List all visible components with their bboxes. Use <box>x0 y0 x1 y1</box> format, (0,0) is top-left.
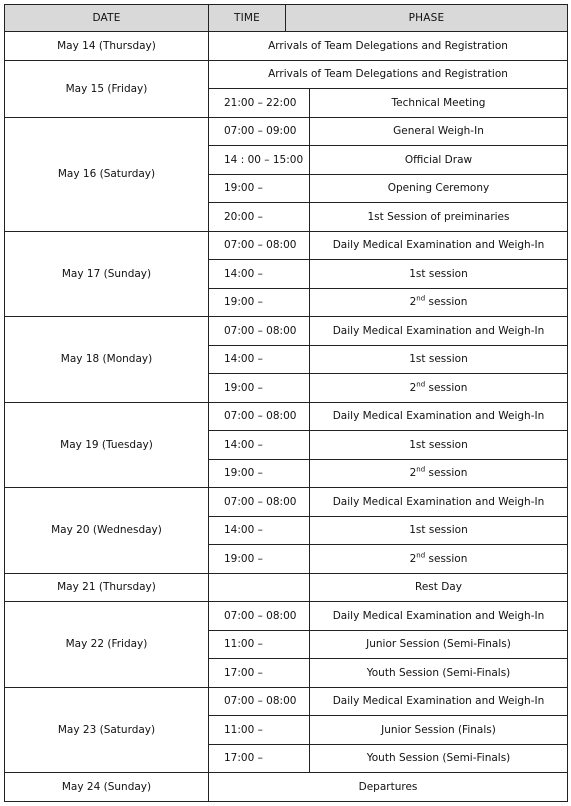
note-cell: Arrivals of Team Delegations and Registration <box>209 60 568 89</box>
table-row <box>5 317 568 346</box>
time-cell: 07:00 – 08:00 <box>209 402 310 431</box>
phase-cell: 1st session <box>310 260 568 289</box>
phase-ordinal: nd <box>416 380 426 389</box>
phase-cell: Official Draw <box>310 146 568 175</box>
header-date: DATE <box>5 5 209 32</box>
phase-cell: Daily Medical Examination and Weigh-In <box>310 317 568 346</box>
date-cell: May 16 (Saturday) <box>5 117 209 231</box>
time-cell: 19:00 – <box>209 459 310 488</box>
time-cell: 14 : 00 – 15:00 <box>209 146 310 175</box>
phase-number: 2 <box>409 552 417 565</box>
time-cell: 14:00 – <box>209 431 310 460</box>
phase-number: 2 <box>409 467 417 480</box>
phase-cell <box>310 288 568 317</box>
time-cell: 11:00 – <box>209 630 310 659</box>
time-cell: 07:00 – 08:00 <box>209 488 310 517</box>
table-row <box>5 488 568 517</box>
header-phase: PHASE <box>286 5 568 32</box>
phase-text: session <box>425 467 468 480</box>
phase-text: session <box>425 381 468 394</box>
schedule-table <box>4 4 568 802</box>
time-cell: 14:00 – <box>209 260 310 289</box>
table-row <box>5 573 568 602</box>
table-row <box>5 402 568 431</box>
time-cell: 17:00 – <box>209 744 310 773</box>
date-cell: May 24 (Sunday) <box>5 773 209 802</box>
time-cell: 19:00 – <box>209 174 310 203</box>
date-cell: May 20 (Wednesday) <box>5 488 209 574</box>
phase-cell: Rest Day <box>310 573 568 602</box>
date-cell: May 19 (Tuesday) <box>5 402 209 488</box>
time-cell: 07:00 – 08:00 <box>209 687 310 716</box>
time-cell: 19:00 – <box>209 374 310 403</box>
table-row <box>5 60 568 89</box>
phase-cell: Daily Medical Examination and Weigh-In <box>310 687 568 716</box>
phase-cell: 1st session <box>310 345 568 374</box>
date-cell: May 14 (Thursday) <box>5 32 209 61</box>
phase-cell: Technical Meeting <box>310 89 568 118</box>
phase-cell: Junior Session (Finals) <box>310 716 568 745</box>
phase-cell <box>310 545 568 574</box>
phase-ordinal: nd <box>416 465 426 474</box>
phase-cell: Daily Medical Examination and Weigh-In <box>310 402 568 431</box>
table-row <box>5 773 568 802</box>
header-time: TIME <box>209 5 286 32</box>
time-cell: 19:00 – <box>209 288 310 317</box>
date-cell: May 17 (Sunday) <box>5 231 209 317</box>
date-cell: May 15 (Friday) <box>5 60 209 117</box>
table-row <box>5 32 568 61</box>
time-cell: 19:00 – <box>209 545 310 574</box>
schedule-body <box>5 32 568 802</box>
time-cell: 17:00 – <box>209 659 310 688</box>
phase-cell: Daily Medical Examination and Weigh-In <box>310 488 568 517</box>
phase-cell: Daily Medical Examination and Weigh-In <box>310 231 568 260</box>
date-cell: May 23 (Saturday) <box>5 687 209 773</box>
phase-number: 2 <box>409 381 417 394</box>
phase-cell <box>310 374 568 403</box>
time-cell: 07:00 – 08:00 <box>209 317 310 346</box>
phase-cell: 1st Session of preiminaries <box>310 203 568 232</box>
phase-cell: Opening Ceremony <box>310 174 568 203</box>
note-cell: Arrivals of Team Delegations and Registration <box>209 32 568 61</box>
header-row <box>5 5 568 32</box>
phase-cell: General Weigh-In <box>310 117 568 146</box>
phase-cell: Youth Session (Semi-Finals) <box>310 744 568 773</box>
time-cell: 21:00 – 22:00 <box>209 89 310 118</box>
time-cell: 07:00 – 09:00 <box>209 117 310 146</box>
phase-ordinal: nd <box>416 294 426 303</box>
time-cell <box>209 573 310 602</box>
time-cell: 07:00 – 08:00 <box>209 231 310 260</box>
table-row <box>5 687 568 716</box>
phase-cell: Daily Medical Examination and Weigh-In <box>310 602 568 631</box>
table-row <box>5 117 568 146</box>
phase-text: session <box>425 552 468 565</box>
time-cell: 20:00 – <box>209 203 310 232</box>
phase-text: session <box>425 296 468 309</box>
time-cell: 14:00 – <box>209 345 310 374</box>
phase-ordinal: nd <box>416 551 426 560</box>
phase-cell: Youth Session (Semi-Finals) <box>310 659 568 688</box>
phase-number: 2 <box>409 296 417 309</box>
phase-cell: 1st session <box>310 516 568 545</box>
table-row <box>5 602 568 631</box>
phase-cell <box>310 459 568 488</box>
time-cell: 14:00 – <box>209 516 310 545</box>
table-row <box>5 231 568 260</box>
date-cell: May 21 (Thursday) <box>5 573 209 602</box>
date-cell: May 18 (Monday) <box>5 317 209 403</box>
phase-cell: Junior Session (Semi-Finals) <box>310 630 568 659</box>
phase-cell: 1st session <box>310 431 568 460</box>
date-cell: May 22 (Friday) <box>5 602 209 688</box>
note-cell: Departures <box>209 773 568 802</box>
time-cell: 07:00 – 08:00 <box>209 602 310 631</box>
time-cell: 11:00 – <box>209 716 310 745</box>
